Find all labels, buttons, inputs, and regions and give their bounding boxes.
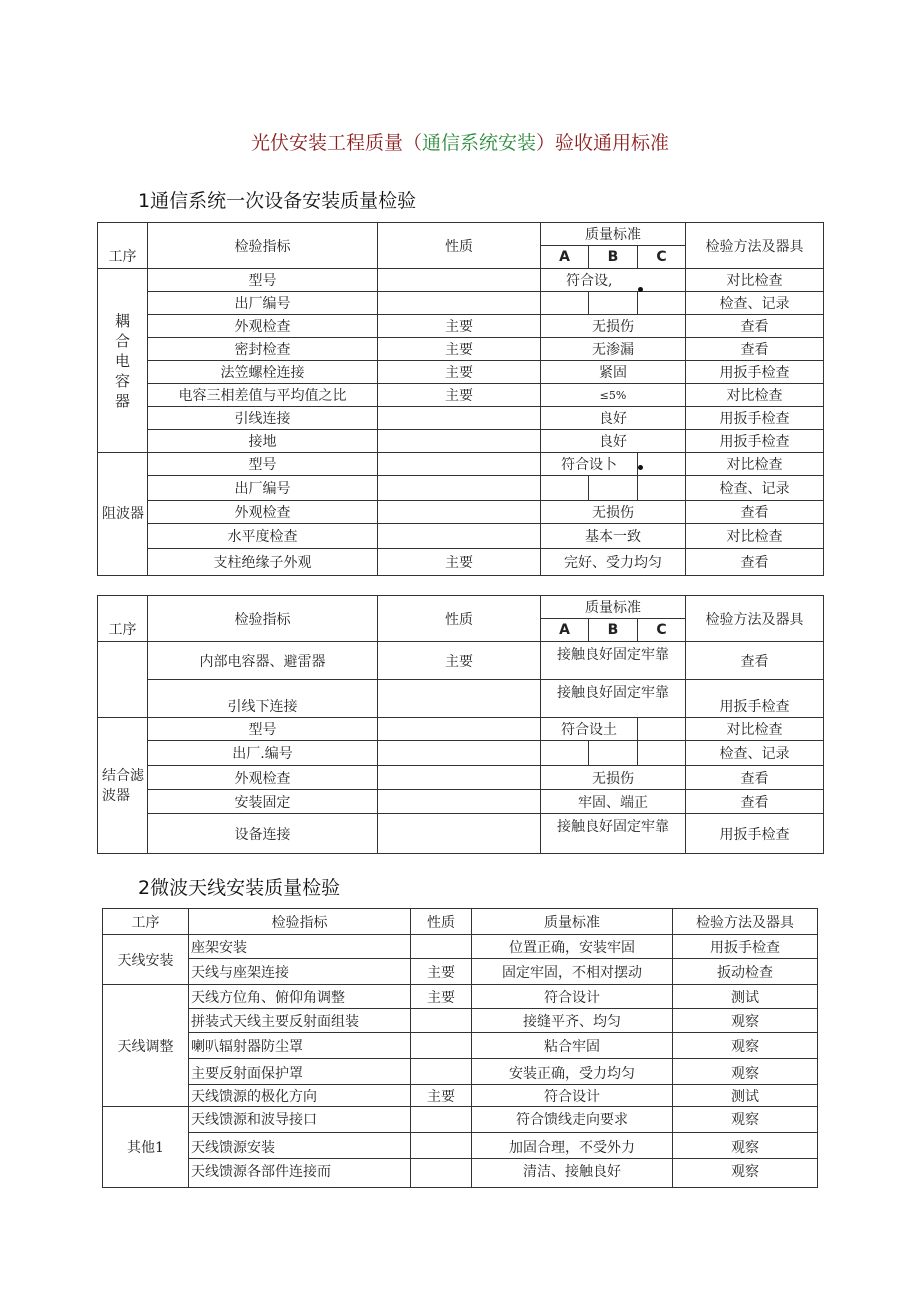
header-method: 检验方法及器具 xyxy=(673,909,818,935)
process-label: 天线调整 xyxy=(103,985,189,1107)
method-cell: 用扳手检查 xyxy=(686,430,824,453)
standard-cell: 位置正确，安装牢固 xyxy=(472,935,673,959)
section-1-heading: 1通信系统一次设备安装质量检验 xyxy=(138,190,417,212)
method-cell: 对比检查 xyxy=(686,524,824,549)
nature-cell xyxy=(411,1107,472,1133)
method-cell: 扳动检查 xyxy=(673,959,818,985)
table-row xyxy=(98,361,824,384)
header-grade-a: A xyxy=(541,619,589,642)
indicator-cell: 型号 xyxy=(148,718,378,741)
document-title xyxy=(0,128,920,155)
method-cell: 用扳手检查 xyxy=(673,935,818,959)
method-cell: 用扳手检查 xyxy=(686,814,824,854)
section-2-heading: 2微波天线安装质量检验 xyxy=(138,877,341,899)
table-row xyxy=(98,476,824,501)
table-row xyxy=(98,315,824,338)
table-row xyxy=(103,935,818,959)
nature-cell xyxy=(378,680,541,718)
standard-cell: 符合设土 xyxy=(541,718,638,741)
table-row xyxy=(103,1107,818,1133)
method-cell: 查看 xyxy=(686,766,824,790)
table-microwave-antenna xyxy=(102,908,818,1188)
process-label: 天线安装 xyxy=(103,935,189,985)
indicator-cell: 天线馈源的极化方向 xyxy=(189,1085,411,1107)
bullet-dot xyxy=(638,465,643,470)
nature-cell: 主要 xyxy=(411,1085,472,1107)
header-indicator: 检验指标 xyxy=(148,223,378,269)
indicator-cell: 外观检查 xyxy=(148,315,378,338)
standard-cell: 接触良好固定牢靠 xyxy=(541,680,686,718)
standard-cell: 良好 xyxy=(541,407,686,430)
standard-cell: 符合设计 xyxy=(472,985,673,1009)
header-standard: 质量标准 xyxy=(541,223,686,246)
nature-cell xyxy=(378,790,541,814)
standard-cell: 接触良好固定牢靠 xyxy=(541,642,686,680)
header-grade-c: C xyxy=(638,246,686,269)
indicator-cell: 出厂编号 xyxy=(148,292,378,315)
nature-cell xyxy=(411,1059,472,1085)
indicator-cell: 接地 xyxy=(148,430,378,453)
method-cell: 用扳手检查 xyxy=(686,361,824,384)
header-grade-c: C xyxy=(638,619,686,642)
standard-cell: 清洁、接触良好 xyxy=(472,1159,673,1188)
indicator-cell: 喇叭辐射器防尘罩 xyxy=(189,1033,411,1059)
indicator-cell: 天线与座架连接 xyxy=(189,959,411,985)
nature-cell xyxy=(378,430,541,453)
method-cell: 测试 xyxy=(673,1085,818,1107)
title-part-1: 光伏安装工程质量（ xyxy=(250,132,422,154)
table-row xyxy=(103,1085,818,1107)
table-row xyxy=(98,269,824,292)
header-process: 工序 xyxy=(98,223,148,269)
standard-cell: 无损伤 xyxy=(541,501,686,524)
process-label xyxy=(98,642,148,718)
table-row xyxy=(98,338,824,361)
nature-cell: 主要 xyxy=(378,361,541,384)
nature-cell xyxy=(411,1009,472,1033)
indicator-cell: 天线馈源各部件连接而 xyxy=(189,1159,411,1188)
standard-cell: 无损伤 xyxy=(541,766,686,790)
table-row xyxy=(98,680,824,718)
nature-cell xyxy=(378,292,541,315)
table-row xyxy=(98,642,824,680)
header-indicator: 检验指标 xyxy=(189,909,411,935)
indicator-cell: 外观检查 xyxy=(148,766,378,790)
process-label: 结合滤波器 xyxy=(98,718,148,854)
standard-cell: 无损伤 xyxy=(541,315,686,338)
standard-cell: 符合设, xyxy=(541,269,638,292)
method-cell: 用扳手检查 xyxy=(686,407,824,430)
indicator-cell: 天线方位角、俯仰角调整 xyxy=(189,985,411,1009)
nature-cell xyxy=(411,1159,472,1188)
header-method: 检验方法及器具 xyxy=(686,596,824,642)
method-cell: 对比检查 xyxy=(686,384,824,407)
standard-cell: 符合馈线走向要求 xyxy=(472,1107,673,1133)
indicator-cell: 引线连接 xyxy=(148,407,378,430)
table-communication-equipment-2 xyxy=(97,595,824,854)
method-cell: 用扳手检查 xyxy=(686,680,824,718)
method-cell: 检查、记录 xyxy=(686,292,824,315)
table-row xyxy=(98,407,824,430)
standard-cell: 无渗漏 xyxy=(541,338,686,361)
indicator-cell: 密封检查 xyxy=(148,338,378,361)
standard-cell: 接触良好固定牢靠 xyxy=(541,814,686,854)
indicator-cell: 水平度检查 xyxy=(148,524,378,549)
table-row xyxy=(98,501,824,524)
nature-cell xyxy=(378,814,541,854)
nature-cell: 主要 xyxy=(378,384,541,407)
standard-cell: 基本一致 xyxy=(541,524,686,549)
indicator-cell: 拼装式天线主要反射面组装 xyxy=(189,1009,411,1033)
table-row xyxy=(98,718,824,741)
table-row xyxy=(98,741,824,766)
table-row xyxy=(103,959,818,985)
indicator-cell: 天线馈源安装 xyxy=(189,1133,411,1159)
nature-cell: 主要 xyxy=(411,985,472,1009)
header-nature: 性质 xyxy=(411,909,472,935)
nature-cell xyxy=(378,453,541,476)
method-cell: 观察 xyxy=(673,1059,818,1085)
table-row xyxy=(103,1033,818,1059)
indicator-cell: 设备连接 xyxy=(148,814,378,854)
standard-cell: 牢固、端正 xyxy=(541,790,686,814)
standard-cell: 接缝平齐、均匀 xyxy=(472,1009,673,1033)
nature-cell xyxy=(378,476,541,501)
method-cell: 检查、记录 xyxy=(686,476,824,501)
standard-cell: 符合设卜 xyxy=(541,453,638,476)
process-label: 耦合电容器 xyxy=(98,269,148,453)
header-process: 工序 xyxy=(98,596,148,642)
method-cell: 查看 xyxy=(686,501,824,524)
nature-cell xyxy=(411,1033,472,1059)
standard-cell: 粘合牢固 xyxy=(472,1033,673,1059)
standard-cell xyxy=(541,476,589,501)
header-nature: 性质 xyxy=(378,596,541,642)
table-row xyxy=(98,549,824,576)
nature-cell xyxy=(411,935,472,959)
nature-cell xyxy=(378,718,541,741)
header-grade-b: B xyxy=(589,246,638,269)
header-process: 工序 xyxy=(103,909,189,935)
standard-cell: 完好、受力均匀 xyxy=(541,549,686,576)
nature-cell xyxy=(378,524,541,549)
table-row xyxy=(98,790,824,814)
method-cell: 观察 xyxy=(673,1009,818,1033)
indicator-cell: 法笠螺栓连接 xyxy=(148,361,378,384)
bullet-dot xyxy=(638,287,643,292)
indicator-cell: 安装固定 xyxy=(148,790,378,814)
standard-cell xyxy=(541,292,589,315)
method-cell: 观察 xyxy=(673,1159,818,1188)
method-cell: 观察 xyxy=(673,1033,818,1059)
table-row xyxy=(103,985,818,1009)
table-row xyxy=(98,766,824,790)
nature-cell: 主要 xyxy=(378,338,541,361)
table-row xyxy=(98,453,824,476)
method-cell: 对比检查 xyxy=(686,453,824,476)
method-cell: 查看 xyxy=(686,549,824,576)
method-cell: 查看 xyxy=(686,338,824,361)
method-cell: 检查、记录 xyxy=(686,741,824,766)
method-cell: 查看 xyxy=(686,790,824,814)
nature-cell xyxy=(378,501,541,524)
method-cell: 查看 xyxy=(686,315,824,338)
method-cell: 观察 xyxy=(673,1107,818,1133)
indicator-cell: 内部电容器、避雷器 xyxy=(148,642,378,680)
table-row xyxy=(98,384,824,407)
process-label: 其他1 xyxy=(103,1107,189,1188)
header-nature: 性质 xyxy=(378,223,541,269)
header-grade-b: B xyxy=(589,619,638,642)
indicator-cell: 外观检查 xyxy=(148,501,378,524)
standard-cell xyxy=(541,741,589,766)
indicator-cell: 型号 xyxy=(148,453,378,476)
process-label: 阻波器 xyxy=(98,453,148,576)
indicator-cell: 座架安装 xyxy=(189,935,411,959)
header-standard: 质量标准 xyxy=(472,909,673,935)
indicator-cell: 电容三相差值与平均值之比 xyxy=(148,384,378,407)
header-standard: 质量标准 xyxy=(541,596,686,619)
method-cell: 对比检查 xyxy=(686,718,824,741)
indicator-cell: 支柱绝缘子外观 xyxy=(148,549,378,576)
nature-cell: 主要 xyxy=(411,959,472,985)
method-cell: 测试 xyxy=(673,985,818,1009)
method-cell: 查看 xyxy=(686,642,824,680)
table-row xyxy=(98,814,824,854)
header-grade-a: A xyxy=(541,246,589,269)
method-cell: 对比检查 xyxy=(686,269,824,292)
nature-cell: 主要 xyxy=(378,315,541,338)
indicator-cell: 出厂.编号 xyxy=(148,741,378,766)
method-cell: 观察 xyxy=(673,1133,818,1159)
standard-cell: ≤5% xyxy=(541,384,686,407)
nature-cell: 主要 xyxy=(378,642,541,680)
title-part-3: ）验收通用标准 xyxy=(536,132,670,154)
standard-cell: 紧固 xyxy=(541,361,686,384)
table-row xyxy=(98,524,824,549)
table-row xyxy=(103,1159,818,1188)
indicator-cell: 型号 xyxy=(148,269,378,292)
table-row xyxy=(98,292,824,315)
nature-cell xyxy=(378,269,541,292)
table-row xyxy=(103,1009,818,1033)
header-method: 检验方法及器具 xyxy=(686,223,824,269)
nature-cell: 主要 xyxy=(378,549,541,576)
nature-cell xyxy=(411,1133,472,1159)
standard-cell: 安装正确，受力均匀 xyxy=(472,1059,673,1085)
table-row xyxy=(103,1133,818,1159)
standard-cell: 良好 xyxy=(541,430,686,453)
indicator-cell: 天线馈源和波导接口 xyxy=(189,1107,411,1133)
indicator-cell: 出厂编号 xyxy=(148,476,378,501)
header-indicator: 检验指标 xyxy=(148,596,378,642)
standard-cell: 加固合理，不受外力 xyxy=(472,1133,673,1159)
table-row xyxy=(103,1059,818,1085)
table-communication-equipment-1 xyxy=(97,222,824,576)
nature-cell xyxy=(378,766,541,790)
standard-cell: 符合设计 xyxy=(472,1085,673,1107)
nature-cell xyxy=(378,407,541,430)
indicator-cell: 引线下连接 xyxy=(148,680,378,718)
table-row xyxy=(98,430,824,453)
nature-cell xyxy=(378,741,541,766)
standard-cell: 固定牢固，不相对摆动 xyxy=(472,959,673,985)
title-part-2: 通信系统安装 xyxy=(421,132,536,154)
indicator-cell: 主要反射面保护罩 xyxy=(189,1059,411,1085)
